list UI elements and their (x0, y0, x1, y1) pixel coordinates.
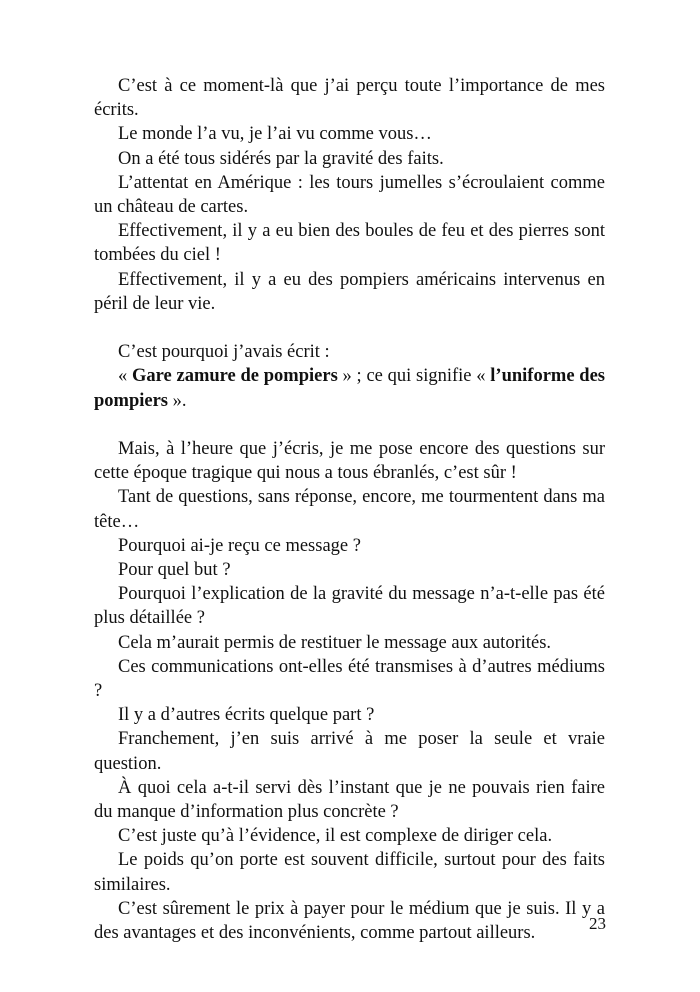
quote-middle: » ; ce qui signifie « (337, 366, 491, 387)
bold-meaning-phrase: l’uniforme des pompiers (94, 366, 606, 411)
paragraph: C’est juste qu’à l’évidence, il est complexe de diriger cela. (118, 826, 553, 847)
paragraph: Pour quel but ? (118, 560, 231, 581)
paragraph: On a été tous sidérés par la gravité des faits. (118, 148, 444, 169)
paragraph: Cela m’aurait permis de restituer le message aux autorités. (118, 632, 552, 653)
body-text (94, 74, 605, 945)
paragraph: Effectivement, il y a eu bien des boules de feu et des pierres sont tombées du ciel ! (94, 221, 605, 266)
paragraph: L’attentat en Amérique : les tours jumelles s’écroulaient comme un château de cartes. (94, 172, 605, 218)
paragraph: Tant de questions, sans réponse, encore, me tourmentent dans ma tête… (94, 487, 605, 532)
page-number: 23 (589, 914, 606, 933)
paragraph: Le monde l’a vu, je l’ai vu comme vous… (118, 124, 432, 145)
paragraph: À quoi cela a-t-il servi dès l’instant que je ne pouvais rien faire du manque d’information plus concrète ? (94, 777, 605, 823)
quoted-paragraph (94, 364, 605, 412)
paragraph: Mais, à l’heure que j’écris, je me pose encore des questions sur cette époque tragique qui nous a tous ébranlés, c’est sûr ! (94, 439, 605, 484)
paragraph: Effectivement, il y a eu des pompiers américains intervenus en péril de leur vie. (94, 269, 605, 314)
paragraph-gap (94, 413, 605, 437)
paragraph: C’est pourquoi j’avais écrit : (118, 342, 330, 363)
quote-open: « (118, 366, 133, 387)
paragraph: C’est sûrement le prix à payer pour le médium que je suis. Il y a des avantages et des inconvénients, comme partout ailleurs. (94, 898, 605, 944)
paragraph: Ces communications ont-elles été transmises à d’autres médiums ? (94, 656, 605, 702)
paragraph: Il y a d’autres écrits quelque part ? (118, 705, 375, 726)
paragraph-gap (94, 316, 605, 340)
paragraph: Le poids qu’on porte est souvent difficile, surtout pour des faits similaires. (94, 850, 605, 895)
paragraph: Pourquoi ai-je reçu ce message ? (118, 535, 361, 556)
bold-quote-phrase: Gare zamure de pompiers (132, 366, 338, 387)
paragraph: Franchement, j’en suis arrivé à me poser la seule et vraie question. (94, 729, 605, 774)
paragraph: Pourquoi l’explication de la gravité du message n’a-t-elle pas été plus détaillée ? (94, 584, 605, 629)
paragraph: C’est à ce moment-là que j’ai perçu toute l’importance de mes écrits. (94, 76, 605, 121)
quote-close: ». (168, 390, 187, 411)
